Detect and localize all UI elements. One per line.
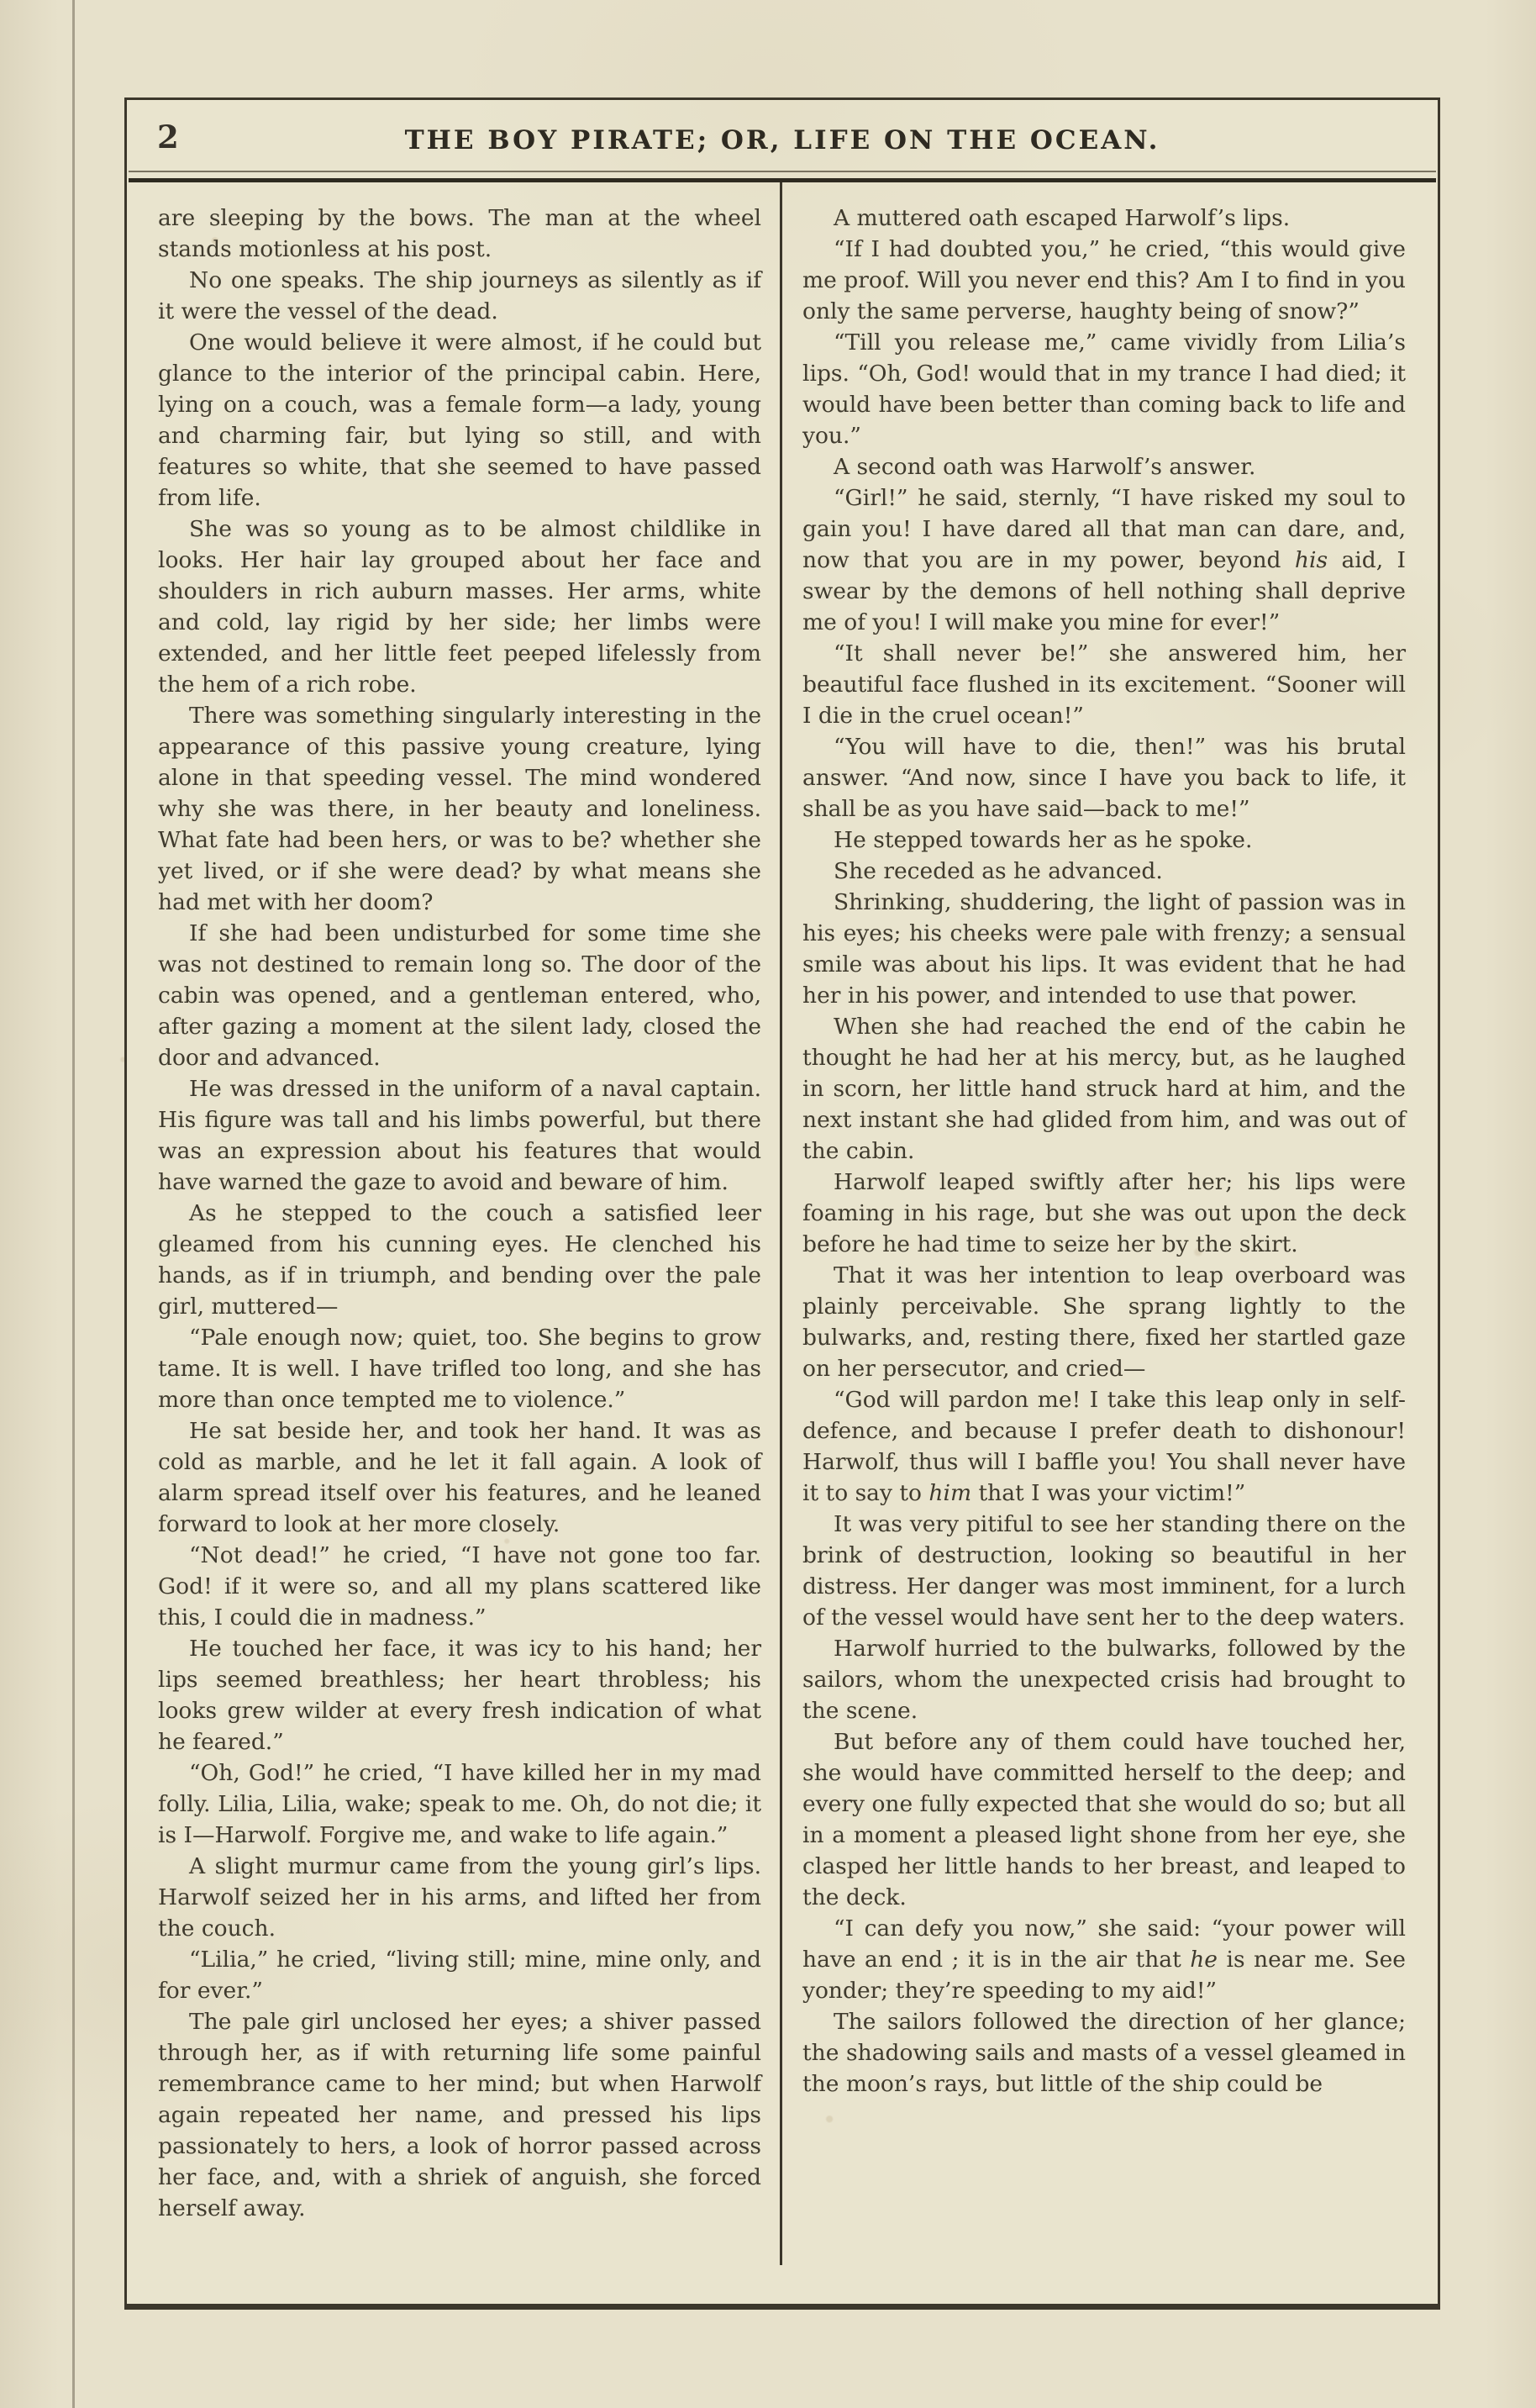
- paragraph: “It shall never be!” she answered him, her beautiful face flushed in its excitement. “Sooner will I die in the cruel ocean!”: [802, 640, 1406, 729]
- paragraph: Harwolf hurried to the bulwarks, followed by the sailors, whom the unexpected crisis had brought to the scene.: [802, 1636, 1406, 1724]
- printed-page: [124, 97, 1440, 2310]
- paragraph: “Not dead!” he cried, “I have not gone too far. God! if it were so, and all my plans scattered like this, I could die in madness.”: [158, 1542, 761, 1631]
- paper-fold-edge: [72, 0, 75, 2408]
- paragraph: But before any of them could have touched her, she would have committed herself to the deep; and every one fully expected that she would do so; but all in a moment a pleased light shone from her eye, she clasped her little hands to her breast, and leaped to the deck.: [802, 1729, 1406, 1910]
- paragraph: “God will pardon me! I take this leap only in self-defence, and because I prefer death to dishonour! Harwolf, thus will I baffle you! You shall never have it to say to him that I was your victim!”: [802, 1387, 1406, 1506]
- paragraph: He sat beside her, and took her hand. It was as cold as marble, and he let it fall again. A look of alarm spread itself over his features, and he leaned forward to look at her more closely.: [158, 1418, 761, 1537]
- paragraph: He touched her face, it was icy to his hand; her lips seemed breathless; her heart throbless; his looks grew wilder at every fresh indication of what he feared.”: [158, 1636, 761, 1755]
- paragraph: are sleeping by the bows. The man at the wheel stands motionless at his post.: [158, 205, 761, 262]
- paragraph: The pale girl unclosed her eyes; a shiver passed through her, as if with returning life some painful remembrance came to her mind; but when Harwolf again repeated her name, and pressed his lips passionately to hers, a look of horror passed across her face, and, with a shriek of anguish, she forced herself away.: [158, 2009, 761, 2221]
- page-title: THE BOY PIRATE; OR, LIFE ON THE OCEAN.: [404, 125, 1160, 155]
- paragraph: As he stepped to the couch a satisfied leer gleamed from his cunning eyes. He clenched his hands, as if in triumph, and bending over the pale girl, muttered—: [158, 1200, 761, 1320]
- header-rule: [129, 171, 1436, 182]
- paragraph: He was dressed in the uniform of a naval captain. His figure was tall and his limbs powerful, but there was an expression about his features that would have warned the gaze to avoid and beware of him.: [158, 1076, 761, 1195]
- page-number: 2: [157, 119, 179, 155]
- paragraph: He stepped towards her as he spoke.: [834, 827, 1253, 853]
- paragraph: No one speaks. The ship journeys as silently as if it were the vessel of the dead.: [158, 267, 761, 324]
- paragraph: “Lilia,” he cried, “living still; mine, mine only, and for ever.”: [158, 1947, 761, 2004]
- column-left: [158, 203, 761, 2224]
- paragraph: That it was her intention to leap overboard was plainly perceivable. She sprang lightly to the bulwarks, and, resting there, fixed her startled gaze on her persecutor, and cried—: [802, 1262, 1406, 1382]
- paragraph: One would believe it were almost, if he could but glance to the interior of the principal cabin. Here, lying on a couch, was a female form—a lady, young and charming fair, but lying so still, and with features so white, that she seemed to have passed from life.: [158, 329, 761, 511]
- paragraph: “Pale enough now; quiet, too. She begins to grow tame. It is well. I have trifled too long, and she has more than once tempted me to violence.”: [158, 1325, 761, 1413]
- paragraph: Shrinking, shuddering, the light of passion was in his eyes; his cheeks were pale with frenzy; a sensual smile was about his lips. It was evident that he had her in his power, and intended to use that power.: [802, 889, 1406, 1009]
- column-divider-rule: [780, 182, 782, 2265]
- paragraph: “If I had doubted you,” he cried, “this would give me proof. Will you never end this? Am I to find in you only the same perverse, haughty being of snow?”: [802, 236, 1406, 324]
- paragraph: It was very pitiful to see her standing there on the brink of destruction, looking so beautiful in her distress. Her danger was most imminent, for a lurch of the vessel would have sent her to the deep waters.: [802, 1511, 1406, 1631]
- paragraph: There was something singularly interesting in the appearance of this passive young creature, lying alone in that speeding vessel. The mind wondered why she was there, in her beauty and loneliness. What fate had been hers, or was to be? whether she yet lived, or if she were dead? by what means she had met with her doom?: [158, 703, 761, 915]
- paragraph: “You will have to die, then!” was his brutal answer. “And now, since I have you back to life, it shall be as you have said—back to me!”: [802, 734, 1406, 822]
- text-columns: [127, 182, 1438, 2300]
- page-header: [127, 100, 1438, 171]
- paragraph: The sailors followed the direction of her glance; the shadowing sails and masts of a vessel gleamed in the moon’s rays, but little of the ship could be: [802, 2009, 1406, 2097]
- paragraph: If she had been undisturbed for some time she was not destined to remain long so. The door of the cabin was opened, and a gentleman entered, who, after gazing a moment at the silent lady, closed the door and advanced.: [158, 920, 761, 1071]
- paragraph: Harwolf leaped swiftly after her; his lips were foaming in his rage, but she was out upon the deck before he had time to seize her by the skirt.: [802, 1169, 1406, 1257]
- paragraph: “Till you release me,” came vividly from Lilia’s lips. “Oh, God! would that in my trance I had died; it would have been better than coming back to life and you.”: [802, 329, 1406, 449]
- paragraph: “I can defy you now,” she said: “your power will have an end ; it is in the air that he is near me. See yonder; they’re speeding to my aid!”: [802, 1915, 1406, 2004]
- paragraph: She receded as he advanced.: [834, 858, 1163, 884]
- paragraph: A second oath was Harwolf’s answer.: [834, 454, 1256, 480]
- paragraph: “Girl!” he said, sternly, “I have risked my soul to gain you! I have dared all that man can dare, and, now that you are in my power, beyond his aid, I swear by the demons of hell nothing shall deprive me of you! I will make you mine for ever!”: [802, 485, 1407, 635]
- column-right: [802, 203, 1406, 2100]
- paragraph: She was so young as to be almost childlike in looks. Her hair lay grouped about her face and shoulders in rich auburn masses. Her arms, white and cold, lay rigid by her side; her limbs were extended, and her little feet peeped lifelessly from the hem of a rich robe.: [158, 516, 761, 698]
- paragraph: A muttered oath escaped Harwolf’s lips.: [834, 205, 1291, 231]
- paragraph: When she had reached the end of the cabin he thought he had her at his mercy, but, as he laughed in scorn, her little hand struck hard at him, and the next instant she had glided from him, and was out of the cabin.: [802, 1014, 1406, 1164]
- paragraph: “Oh, God!” he cried, “I have killed her in my mad folly. Lilia, Lilia, wake; speak to me. Oh, do not die; it is I—Harwolf. Forgive me, and wake to life again.”: [158, 1760, 761, 1848]
- paragraph: A slight murmur came from the young girl’s lips. Harwolf seized her in his arms, and lifted her from the couch.: [158, 1853, 761, 1942]
